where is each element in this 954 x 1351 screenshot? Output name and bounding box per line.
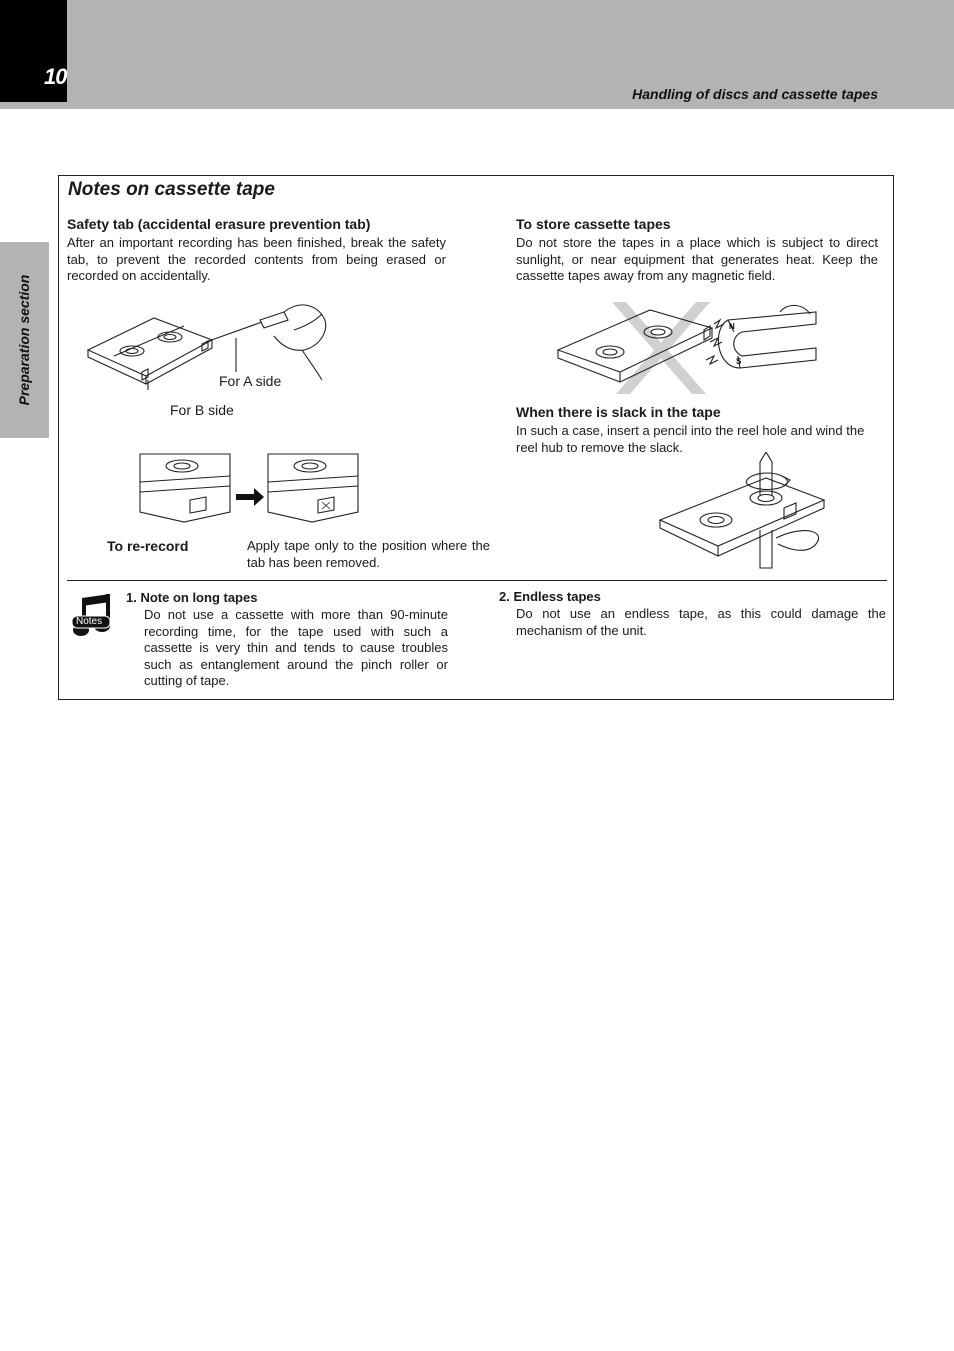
slack-body: In such a case, insert a pencil into the reel hole and wind the reel hub to remove the slack. (516, 423, 865, 455)
store-heading: To store cassette tapes (516, 216, 671, 232)
rerecord-label: To re-record (107, 538, 189, 554)
safety-tab-heading: Safety tab (accidental erasure prevention tab) (67, 216, 371, 232)
tab-rerecord-illustration (136, 442, 366, 527)
magnet-s-label: S (736, 357, 742, 366)
cassette-screwdriver-illustration (84, 300, 334, 390)
label-for-a-side: For A side (219, 373, 282, 389)
label-for-b-side: For B side (170, 402, 234, 418)
magnet-warning-illustration (554, 298, 818, 402)
section-label: Preparation section (16, 274, 32, 406)
note2-title: 2. Endless tapes (499, 589, 601, 604)
notes-divider (67, 580, 887, 581)
page-number: 10 (44, 64, 67, 89)
panel-title: Notes on cassette tape (68, 179, 275, 200)
note1-body: Do not use a cassette with more than 90-minute recording time, for the tape used with such a cassette is very thin and tends to cause troubles such as entanglement around the pinch roller or cutting of tape. (144, 607, 448, 689)
pencil-wind-illustration (656, 452, 828, 572)
notes-icon-label: Notes (76, 616, 103, 627)
safety-tab-body: After an important recording has been finished, break the safety tab, to prevent the recorded contents from being erased or recorded on accidentally. (67, 235, 446, 284)
music-note-icon (72, 592, 114, 638)
note2-body: Do not use an endless tape, as this could damage the mechanism of the unit. (516, 606, 886, 638)
rerecord-text: Apply tape only to the position where the tab has been removed. (247, 538, 490, 570)
store-body: Do not store the tapes in a place which is subject to direct sunlight, or near equipment that generates heat. Keep the cassette tapes away from any magnetic field. (516, 235, 878, 284)
note1-title: 1. Note on long tapes (126, 590, 258, 605)
magnet-n-label: N (729, 322, 735, 331)
running-title: Handling of discs and cassette tapes (632, 86, 878, 102)
slack-heading: When there is slack in the tape (516, 404, 721, 420)
